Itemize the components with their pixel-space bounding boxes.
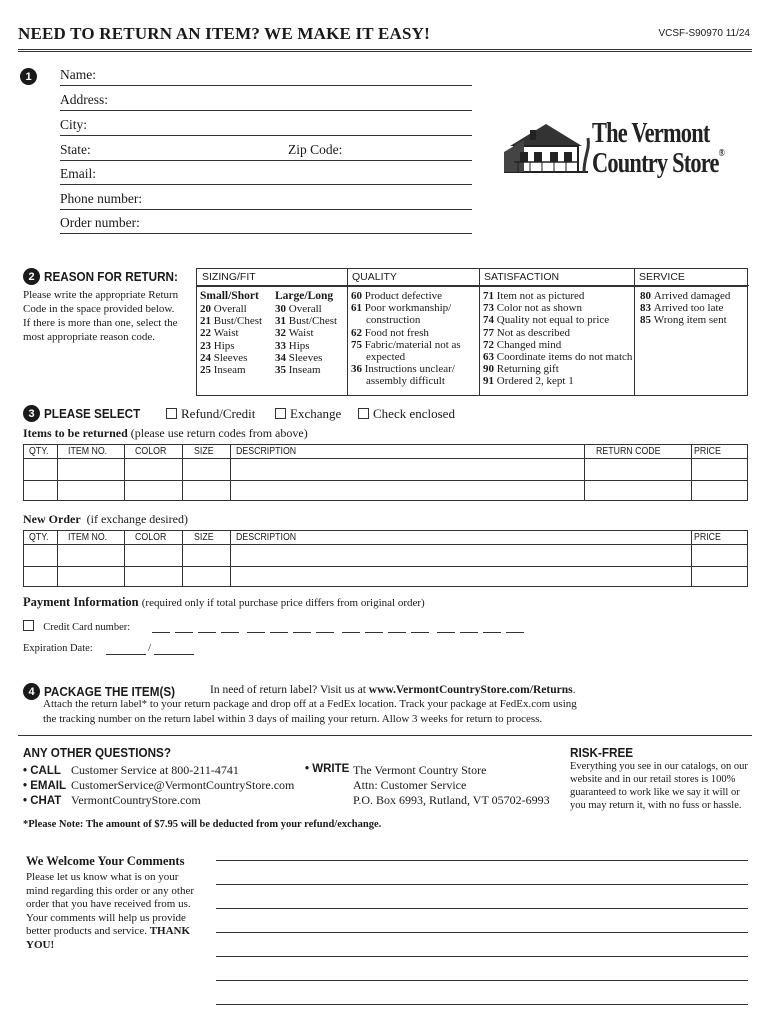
col-price: PRICE [694,446,721,457]
email-contact-label: • EMAIL [23,780,66,792]
phone-field[interactable] [60,190,472,210]
store-building-icon [500,116,592,178]
col-description: DESCRIPTION [236,532,297,543]
reason-code-number: 30 [275,303,286,315]
card-digit-blank[interactable] [316,632,334,633]
reason-code-number: 72 [483,338,494,351]
reason-code-number: 71 [483,290,494,302]
header-divider [18,49,752,53]
reason-code-item [483,351,633,363]
contact-chat [23,793,201,808]
card-digit-blank[interactable] [247,632,265,633]
reason-code-text: Ordered 2, kept 1 [494,375,574,388]
reason-codes-table [196,268,748,396]
reason-code-text: Inseam [211,364,246,377]
reason-code-item [351,302,479,314]
new-order-table [23,530,748,587]
risk-free-line: guaranteed to work like we say it will or [570,787,740,798]
contact-email [23,778,294,793]
col-item-no: ITEM NO. [68,446,108,457]
email-contact-text[interactable]: CustomerService@VermontCountryStore.com [71,778,295,792]
reason-code-number: 63 [483,351,494,364]
reason-code-item [483,375,633,387]
reason-code-item [200,364,270,376]
reason-code-item [200,303,270,315]
name-field[interactable] [60,66,472,86]
check-enclosed-label: Check enclosed [373,406,455,421]
city-label: City: [60,117,88,132]
reason-instructions: Please write the appropriate Return Code in the space provided below. If there is more than one, select the most appropriate reason code. [23,289,179,343]
return-label-lead [210,684,575,696]
reason-code-text: Waist [286,327,314,340]
reason-code-number: 73 [483,302,494,315]
expiration-month-field[interactable] [106,654,146,655]
returns-link-period: . [572,684,576,696]
comment-line[interactable] [216,1004,748,1005]
sizing-long-column [275,290,347,376]
col-price: PRICE [694,532,721,543]
payment-heading [23,595,425,610]
credit-card-checkbox[interactable] [23,620,34,631]
deduction-note: *Please Note: The amount of $7.95 will be deducted from your refund/exchange. [23,819,382,830]
reason-code-number: 36 [351,363,362,376]
reason-code-item [483,363,633,375]
expiration-year-field[interactable] [154,654,194,655]
reason-code-number: 24 [200,351,211,364]
reason-code-number: 34 [275,351,286,364]
card-digit-blank[interactable] [198,632,216,633]
card-digit-blank[interactable] [460,632,478,633]
reason-code-number: 31 [275,315,286,328]
reason-code-number: 60 [351,290,362,302]
new-order-heading [23,512,188,527]
reason-code-text: Returning gift [494,363,559,376]
reason-code-item [351,363,479,375]
category-quality: QUALITY [347,269,479,286]
risk-free-title: RISK-FREE [570,745,634,760]
reason-code-text: Arrived too late [651,302,724,315]
reason-code-text: Food not fresh [362,326,429,339]
reason-code-text: Bust/Chest [286,315,338,328]
reason-code-text: Fabric/material not as [362,338,461,351]
city-field[interactable] [60,116,472,136]
order-number-label: Order number: [60,215,140,230]
sizing-long-title: Large/Long [275,290,334,302]
reason-code-text: Hips [286,339,310,352]
reason-code-number: 62 [351,326,362,339]
reason-code-text: Hips [211,339,235,352]
card-digit-blank[interactable] [342,632,360,633]
address-line: P.O. Box 6993, Rutland, VT 05702-6993 [353,793,550,807]
comment-line[interactable] [216,956,748,957]
reason-code-number: 77 [483,326,494,339]
reason-code-item [640,314,748,326]
col-qty: QTY. [29,532,49,543]
reason-code-item [483,302,633,314]
package-title: PACKAGE THE ITEM(S) [44,684,176,699]
reason-code-text: Sleeves [286,351,323,364]
reason-code-number: 74 [483,314,494,327]
call-label: • CALL [23,765,61,777]
reason-code-text: Bust/Chest [211,315,263,328]
reason-code-text: Sleeves [211,351,248,364]
reason-code-item [200,352,270,364]
refund-credit-option[interactable] [166,406,255,422]
card-digit-blank[interactable] [483,632,501,633]
reason-code-item [200,340,270,352]
card-digit-blank[interactable] [175,632,193,633]
chat-text[interactable]: VermontCountryStore.com [71,793,201,807]
reason-code-text-cont: construction [366,314,421,327]
reason-code-item [351,290,479,302]
items-returned-title: Items to be returned [23,426,128,440]
comments-text [26,871,196,952]
payment-title: Payment Information [23,595,139,609]
email-label: Email: [60,166,96,181]
contact-call [23,763,239,778]
reason-code-item [640,290,748,302]
reason-code-number: 61 [351,302,362,315]
card-digit-blank[interactable] [437,632,455,633]
card-digit-blank[interactable] [365,632,383,633]
reason-code-number: 83 [640,302,651,315]
sizing-short-title: Small/Short [200,290,259,302]
credit-card-label: Credit Card number: [43,622,131,633]
comment-line[interactable] [216,884,748,885]
exchange-label: Exchange [290,406,342,421]
reason-code-number: 20 [200,303,211,315]
card-digit-blank[interactable] [152,632,170,633]
return-items-table [23,444,748,501]
package-instructions-line-1: Attach the return label* to your return package and drop off at a FedEx location. Track your package at FedEx.com using [43,698,577,710]
exchange-option[interactable] [275,406,341,422]
address-line: Attn: Customer Service [353,778,467,792]
logo-line-2-text: Country Store [592,148,719,179]
card-digit-blank[interactable] [411,632,429,633]
reason-code-number: 80 [640,290,651,302]
step-2-badge: 2 [23,268,40,285]
reason-code-item [275,303,347,315]
table-row[interactable] [24,545,747,567]
reason-code-text: Inseam [286,364,321,377]
category-sizing: SIZING/FIT [197,269,347,286]
check-enclosed-checkbox[interactable] [358,408,369,419]
card-digit-blank[interactable] [388,632,406,633]
reason-code-number: 35 [275,364,286,377]
reason-code-number: 33 [275,339,286,352]
service-codes [640,290,748,327]
reason-code-text: Product defective [362,290,443,302]
risk-free-line: website and in our retail stores is 100% [570,774,736,785]
col-description: DESCRIPTION [236,446,297,457]
col-item-no: ITEM NO. [68,532,108,543]
reason-code-item [200,327,270,339]
reason-code-item [275,340,347,352]
reason-code-text: Changed mind [494,338,562,351]
table-row[interactable] [24,459,747,481]
reason-code-number: 85 [640,314,651,327]
card-digit-blank[interactable] [506,632,524,633]
col-qty: QTY. [29,446,49,457]
quality-codes [351,290,479,388]
mailing-address [353,763,550,808]
col-size: SIZE [194,446,214,457]
category-service: SERVICE [634,269,749,286]
reason-code-number: 25 [200,364,211,377]
registered-mark: ® [718,148,724,159]
return-label-text: In need of return label? Visit us at [210,684,366,696]
state-label: State: [60,142,91,157]
col-size: SIZE [194,532,214,543]
comments-body: Please let us know what is on your mind regarding this order or any other order that you have received from us. Your comments will help us provide better products and service. [26,871,195,937]
reason-code-text: Item not as pictured [494,290,585,302]
reason-code-item [275,352,347,364]
reason-code-item [351,327,479,339]
step-4-badge: 4 [23,683,40,700]
expiration-separator: / [148,642,152,654]
reason-code-item [275,364,347,376]
items-returned-heading [23,426,308,441]
reason-code-item [351,339,479,351]
col-color: COLOR [135,446,167,457]
items-returned-note: (please use return codes from above) [130,426,308,440]
reason-code-text: Instructions unclear/ [362,363,455,376]
reason-code-number: 22 [200,327,211,340]
reason-code-text: Overall [211,303,247,315]
address-label: Address: [60,92,108,107]
reason-code-text: Poor workmanship/ [362,302,452,315]
select-title: PLEASE SELECT [44,406,141,421]
zip-label: Zip Code: [288,142,343,157]
comment-line[interactable] [216,980,748,981]
reason-code-item [200,315,270,327]
reason-code-text: Quality not equal to price [494,314,610,327]
page-title: NEED TO RETURN AN ITEM? WE MAKE IT EASY! [18,24,430,43]
state-field[interactable] [60,141,472,161]
comment-line[interactable] [216,932,748,933]
comments-title: We Welcome Your Comments [26,854,185,868]
new-order-note: (if exchange desired) [86,512,188,526]
card-digit-blank[interactable] [221,632,239,633]
reason-code-number: 91 [483,375,494,388]
payment-note: (required only if total purchase price differs from original order) [141,597,425,609]
card-digit-blank[interactable] [270,632,288,633]
check-enclosed-option[interactable] [358,406,455,422]
reason-code-text-cont: expected [366,351,406,364]
logo-line-2 [592,148,724,180]
reason-title: REASON FOR RETURN: [44,269,178,284]
comment-line[interactable] [216,860,748,861]
reason-code-item [483,314,633,326]
card-digit-blank[interactable] [293,632,311,633]
satisfaction-codes [483,290,633,388]
email-field[interactable] [60,165,472,185]
reason-code-item [275,315,347,327]
package-instructions-line-2: the tracking number on the return label within 3 days of mailing your return. Allow 3 weeks for return to process. [43,713,543,725]
reason-code-item [483,339,633,351]
reason-code-number: 90 [483,363,494,376]
write-label: • WRITE [305,763,350,775]
reason-code-number: 75 [351,338,362,351]
address-field[interactable] [60,91,472,111]
reason-code-text: Not as described [494,326,571,339]
call-text: Customer Service at 800-211-4741 [71,763,239,777]
reason-code-number: 23 [200,339,211,352]
refund-checkbox[interactable] [166,408,177,419]
risk-free-line: you may return it, with no fuss or hassle. [570,800,742,811]
section-divider [18,735,752,736]
thank-you: THANK YOU! [26,925,191,951]
new-order-title: New Order [23,512,81,526]
step-3-badge: 3 [23,405,40,422]
order-number-field[interactable] [60,214,472,234]
reason-code-text: Color not as shown [494,302,582,315]
reason-code-item [640,302,748,314]
returns-link[interactable]: www.VermontCountryStore.com/Returns [368,684,573,696]
credit-card-option[interactable] [23,620,130,633]
logo-line-1: The Vermont [592,118,710,149]
vermont-country-store-logo [500,112,725,187]
credit-card-number-field[interactable] [152,632,522,635]
refund-label: Refund/Credit [181,406,256,421]
questions-title: ANY OTHER QUESTIONS? [23,745,172,760]
category-satisfaction: SATISFACTION [479,269,634,286]
risk-free-text [570,760,748,812]
col-color: COLOR [135,532,167,543]
step-1-badge: 1 [20,68,37,85]
reason-code-item [483,327,633,339]
col-return-code: RETURN CODE [596,446,661,457]
reason-code-text: Coordinate items do not match [494,351,633,364]
exchange-checkbox[interactable] [275,408,286,419]
reason-code-text: Overall [286,303,322,315]
chat-label: • CHAT [23,795,62,807]
reason-code-text: Arrived damaged [651,290,731,302]
sizing-short-column [200,290,270,376]
risk-free-line: Everything you see in our catalogs, on our [570,761,748,772]
reason-code-item [275,327,347,339]
comment-line[interactable] [216,908,748,909]
form-code: VCSF-S90970 11/24 [658,28,750,39]
reason-code-number: 32 [275,327,286,340]
reason-code-text-cont: assembly difficult [366,375,445,388]
reason-code-text: Wrong item sent [651,314,727,327]
reason-code-number: 21 [200,315,211,328]
reason-code-item [483,290,633,302]
expiration-label: Expiration Date: [23,643,93,654]
phone-label: Phone number: [60,191,143,206]
address-line: The Vermont Country Store [353,763,487,777]
reason-code-text: Waist [211,327,239,340]
name-label: Name: [60,67,96,82]
